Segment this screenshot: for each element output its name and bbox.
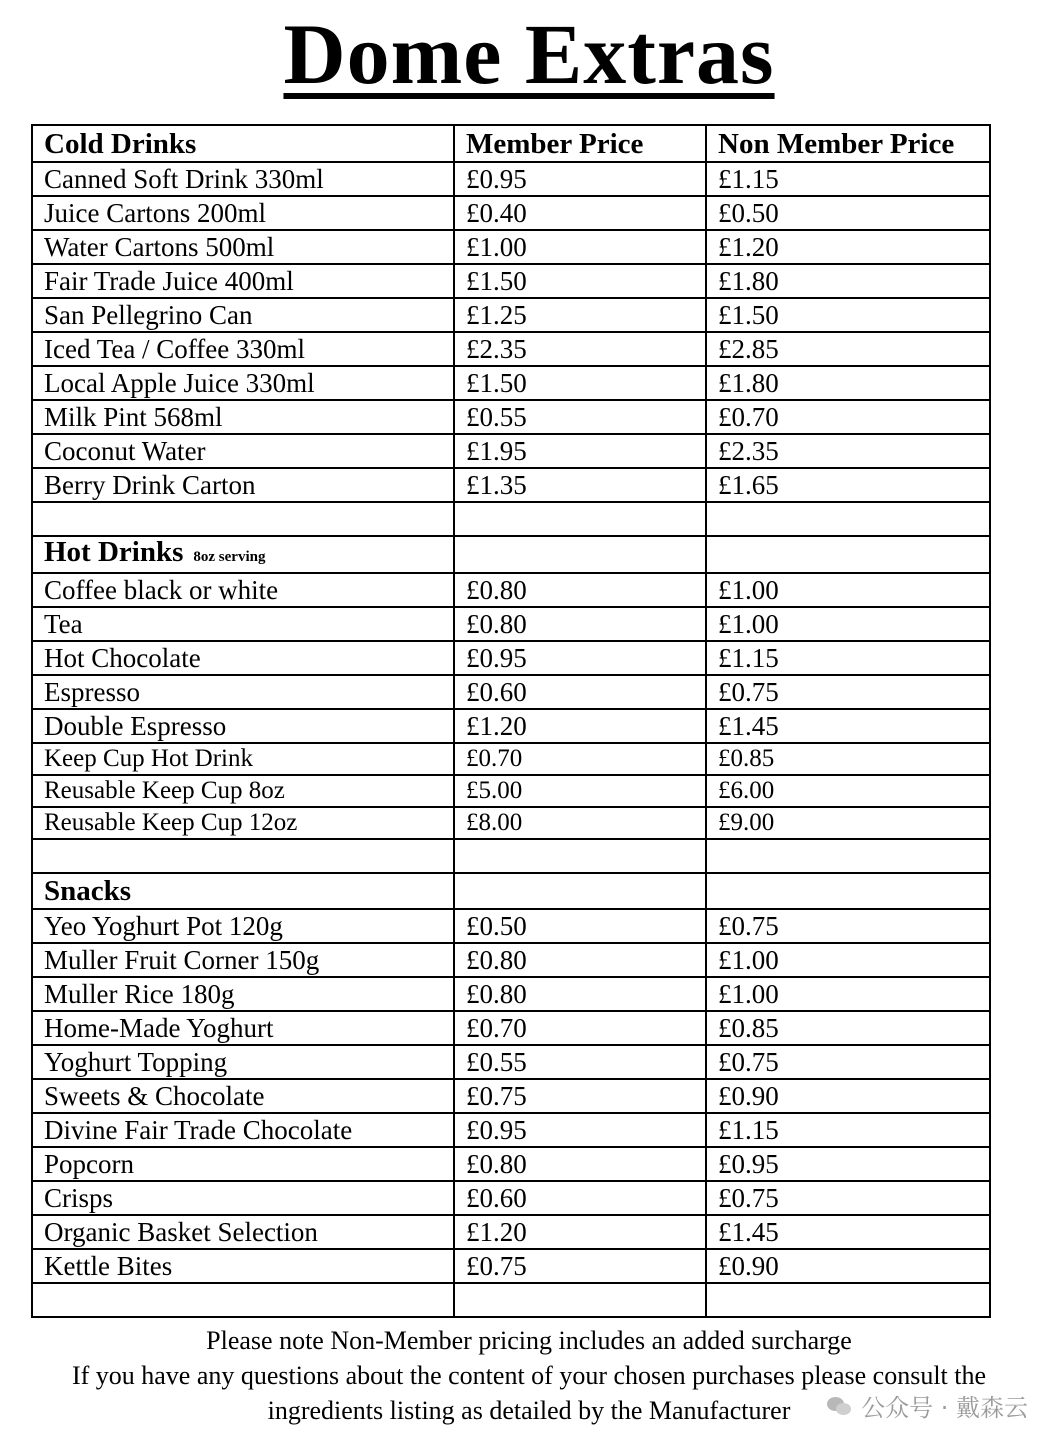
section-header-snacks bbox=[32, 873, 990, 909]
non-member-price-text: £0.85 bbox=[718, 1013, 779, 1043]
non-member-price-cell bbox=[706, 607, 990, 641]
item-cell bbox=[32, 775, 454, 807]
spacer-row bbox=[32, 1283, 990, 1317]
member-price-cell bbox=[454, 1215, 706, 1249]
non-member-price-cell bbox=[706, 641, 990, 675]
non-member-price-cell bbox=[706, 230, 990, 264]
menu-row bbox=[32, 607, 990, 641]
item-text: San Pellegrino Can bbox=[44, 300, 253, 330]
non-member-price-text: £1.15 bbox=[718, 1115, 779, 1145]
item-cell bbox=[32, 1147, 454, 1181]
menu-row bbox=[32, 807, 990, 839]
menu-row bbox=[32, 573, 990, 607]
menu-row bbox=[32, 675, 990, 709]
menu-row bbox=[32, 366, 990, 400]
item-text: Coconut Water bbox=[44, 436, 206, 466]
non-member-price-text: £1.65 bbox=[718, 470, 779, 500]
watermark: 公众号 · 戴森云 bbox=[827, 1388, 1028, 1423]
member-price-cell bbox=[454, 839, 706, 873]
menu-row bbox=[32, 1113, 990, 1147]
item-cell bbox=[32, 298, 454, 332]
item-text: Muller Rice 180g bbox=[44, 979, 235, 1009]
item-text: Keep Cup Hot Drink bbox=[44, 745, 253, 772]
member-price-text: £0.55 bbox=[466, 402, 527, 432]
member-price-text: £5.00 bbox=[466, 777, 523, 804]
item-text: Cold Drinks bbox=[44, 127, 197, 160]
item-cell bbox=[32, 230, 454, 264]
item-cell bbox=[32, 366, 454, 400]
item-cell bbox=[32, 709, 454, 743]
item-text: Water Cartons 500ml bbox=[44, 232, 275, 262]
member-price-cell bbox=[454, 298, 706, 332]
item-cell bbox=[32, 264, 454, 298]
menu-row bbox=[32, 709, 990, 743]
non-member-price-cell bbox=[706, 1181, 990, 1215]
item-cell bbox=[32, 807, 454, 839]
surcharge-note: Please note Non-Member pricing includes an added surcharge bbox=[206, 1326, 852, 1355]
item-cell bbox=[32, 1181, 454, 1215]
member-price-text: £0.95 bbox=[466, 164, 527, 194]
member-price-cell bbox=[454, 1283, 706, 1317]
non-member-price-text: £1.15 bbox=[718, 164, 779, 194]
item-text: Tea bbox=[44, 609, 83, 639]
item-text: Yoghurt Topping bbox=[44, 1047, 228, 1077]
menu-row bbox=[32, 1011, 990, 1045]
non-member-price-text: £0.70 bbox=[718, 402, 779, 432]
member-price-cell bbox=[454, 468, 706, 502]
member-price-cell bbox=[454, 434, 706, 468]
item-cell bbox=[32, 675, 454, 709]
item-cell bbox=[32, 502, 454, 536]
member-price-cell bbox=[454, 607, 706, 641]
member-price-text: £0.80 bbox=[466, 1149, 527, 1179]
item-cell bbox=[32, 641, 454, 675]
item-cell bbox=[32, 1113, 454, 1147]
member-price-text: £0.80 bbox=[466, 945, 527, 975]
non-member-price-text: £0.90 bbox=[718, 1251, 779, 1281]
member-price-cell bbox=[454, 807, 706, 839]
member-price-text: Member Price bbox=[466, 127, 644, 160]
non-member-price-text: £1.80 bbox=[718, 368, 779, 398]
wechat-icon bbox=[827, 1395, 853, 1417]
non-member-price-text: Non Member Price bbox=[718, 127, 955, 160]
member-price-cell bbox=[454, 400, 706, 434]
member-price-text: £0.95 bbox=[466, 1115, 527, 1145]
menu-row bbox=[32, 434, 990, 468]
item-cell bbox=[32, 839, 454, 873]
item-text: Reusable Keep Cup 12oz bbox=[44, 809, 298, 836]
item-text: Crisps bbox=[44, 1183, 114, 1213]
item-text: Espresso bbox=[44, 677, 140, 707]
member-price-text: £0.40 bbox=[466, 198, 527, 228]
item-cell bbox=[32, 943, 454, 977]
menu-row bbox=[32, 400, 990, 434]
item-text: Juice Cartons 200ml bbox=[44, 198, 266, 228]
item-text: Local Apple Juice 330ml bbox=[44, 368, 315, 398]
item-text: Hot Chocolate bbox=[44, 643, 201, 673]
non-member-price-text: £0.90 bbox=[718, 1081, 779, 1111]
item-cell bbox=[32, 196, 454, 230]
item-text: Muller Fruit Corner 150g bbox=[44, 945, 320, 975]
member-price-text: £0.50 bbox=[466, 911, 527, 941]
item-cell bbox=[32, 434, 454, 468]
item-cell bbox=[32, 743, 454, 775]
menu-row bbox=[32, 264, 990, 298]
non-member-price-cell bbox=[706, 125, 990, 162]
member-price-cell bbox=[454, 1181, 706, 1215]
item-text: Coffee black or white bbox=[44, 575, 279, 605]
member-price-text: £0.80 bbox=[466, 575, 527, 605]
menu-row bbox=[32, 196, 990, 230]
member-price-text: £0.55 bbox=[466, 1047, 527, 1077]
non-member-price-text: £1.15 bbox=[718, 643, 779, 673]
item-text: Sweets & Chocolate bbox=[44, 1081, 265, 1111]
non-member-price-text: £0.75 bbox=[718, 911, 779, 941]
member-price-text: £0.80 bbox=[466, 609, 527, 639]
non-member-price-cell bbox=[706, 977, 990, 1011]
member-price-text: £1.50 bbox=[466, 368, 527, 398]
member-price-cell bbox=[454, 641, 706, 675]
member-price-cell bbox=[454, 332, 706, 366]
member-price-text: £0.95 bbox=[466, 643, 527, 673]
non-member-price-cell bbox=[706, 675, 990, 709]
page-title: Dome Extras bbox=[283, 6, 775, 102]
price-table bbox=[31, 124, 991, 1318]
item-cell bbox=[32, 1283, 454, 1317]
non-member-price-cell bbox=[706, 1147, 990, 1181]
header-row bbox=[32, 125, 990, 162]
non-member-price-text: £0.75 bbox=[718, 1047, 779, 1077]
non-member-price-cell bbox=[706, 366, 990, 400]
menu-row bbox=[32, 230, 990, 264]
non-member-price-cell bbox=[706, 162, 990, 196]
item-cell bbox=[32, 573, 454, 607]
item-cell bbox=[32, 909, 454, 943]
non-member-price-text: £1.20 bbox=[718, 232, 779, 262]
non-member-price-text: £0.50 bbox=[718, 198, 779, 228]
spacer-row bbox=[32, 502, 990, 536]
member-price-cell bbox=[454, 709, 706, 743]
member-price-text: £1.20 bbox=[466, 1217, 527, 1247]
member-price-text: £0.80 bbox=[466, 979, 527, 1009]
item-cell bbox=[32, 400, 454, 434]
menu-row bbox=[32, 468, 990, 502]
non-member-price-text: £0.85 bbox=[718, 745, 775, 772]
non-member-price-text: £2.35 bbox=[718, 436, 779, 466]
menu-row bbox=[32, 298, 990, 332]
item-text: Milk Pint 568ml bbox=[44, 402, 223, 432]
menu-row bbox=[32, 1215, 990, 1249]
member-price-cell bbox=[454, 977, 706, 1011]
member-price-text: £0.75 bbox=[466, 1081, 527, 1111]
menu-row bbox=[32, 743, 990, 775]
non-member-price-cell bbox=[706, 1045, 990, 1079]
menu-row bbox=[32, 332, 990, 366]
member-price-text: £1.25 bbox=[466, 300, 527, 330]
member-price-cell bbox=[454, 366, 706, 400]
non-member-price-cell bbox=[706, 1079, 990, 1113]
member-price-text: £1.00 bbox=[466, 232, 527, 262]
member-price-text: £1.95 bbox=[466, 436, 527, 466]
item-cell bbox=[32, 607, 454, 641]
non-member-price-cell bbox=[706, 709, 990, 743]
non-member-price-text: £1.45 bbox=[718, 711, 779, 741]
item-cell bbox=[32, 873, 454, 909]
member-price-cell bbox=[454, 1147, 706, 1181]
item-cell bbox=[32, 1045, 454, 1079]
ingredients-note-line1: If you have any questions about the content of your chosen purchases please consult the bbox=[71, 1361, 987, 1390]
item-text: Berry Drink Carton bbox=[44, 470, 256, 500]
member-price-text: £1.35 bbox=[466, 470, 527, 500]
item-cell bbox=[32, 1249, 454, 1283]
member-price-cell bbox=[454, 873, 706, 909]
non-member-price-text: £1.00 bbox=[718, 979, 779, 1009]
item-cell bbox=[32, 1215, 454, 1249]
menu-row bbox=[32, 1045, 990, 1079]
item-text: Iced Tea / Coffee 330ml bbox=[44, 334, 306, 364]
member-price-cell bbox=[454, 1011, 706, 1045]
item-text: Divine Fair Trade Chocolate bbox=[44, 1115, 353, 1145]
spacer-row bbox=[32, 839, 990, 873]
non-member-price-cell bbox=[706, 196, 990, 230]
non-member-price-text: £0.75 bbox=[718, 1183, 779, 1213]
member-price-cell bbox=[454, 264, 706, 298]
non-member-price-text: £9.00 bbox=[718, 809, 775, 836]
non-member-price-cell bbox=[706, 807, 990, 839]
non-member-price-cell bbox=[706, 943, 990, 977]
non-member-price-text: £6.00 bbox=[718, 777, 775, 804]
non-member-price-text: £0.95 bbox=[718, 1149, 779, 1179]
non-member-price-cell bbox=[706, 1283, 990, 1317]
member-price-cell bbox=[454, 743, 706, 775]
non-member-price-cell bbox=[706, 1113, 990, 1147]
ingredients-note-line2: ingredients listing as detailed by the Manufacturer bbox=[267, 1396, 791, 1425]
member-price-cell bbox=[454, 502, 706, 536]
item-cell bbox=[32, 162, 454, 196]
non-member-price-text: £2.85 bbox=[718, 334, 779, 364]
member-price-cell bbox=[454, 125, 706, 162]
non-member-price-text: £1.00 bbox=[718, 575, 779, 605]
menu-row bbox=[32, 1147, 990, 1181]
non-member-price-cell bbox=[706, 909, 990, 943]
non-member-price-cell bbox=[706, 1011, 990, 1045]
item-cell bbox=[32, 536, 454, 573]
menu-row bbox=[32, 1079, 990, 1113]
serving-note: 8oz serving bbox=[193, 549, 266, 565]
non-member-price-cell bbox=[706, 1249, 990, 1283]
menu-row bbox=[32, 1181, 990, 1215]
non-member-price-cell bbox=[706, 502, 990, 536]
non-member-price-text: £1.00 bbox=[718, 945, 779, 975]
member-price-text: £0.70 bbox=[466, 1013, 527, 1043]
menu-row bbox=[32, 775, 990, 807]
member-price-text: £0.60 bbox=[466, 677, 527, 707]
member-price-cell bbox=[454, 909, 706, 943]
item-text: Reusable Keep Cup 8oz bbox=[44, 777, 285, 804]
non-member-price-text: £1.80 bbox=[718, 266, 779, 296]
menu-row bbox=[32, 909, 990, 943]
menu-row bbox=[32, 977, 990, 1011]
non-member-price-cell bbox=[706, 298, 990, 332]
non-member-price-cell bbox=[706, 434, 990, 468]
menu-row bbox=[32, 943, 990, 977]
item-cell bbox=[32, 468, 454, 502]
member-price-text: £0.70 bbox=[466, 745, 523, 772]
item-text: Snacks bbox=[44, 875, 132, 907]
member-price-text: £0.60 bbox=[466, 1183, 527, 1213]
non-member-price-cell bbox=[706, 873, 990, 909]
item-cell bbox=[32, 332, 454, 366]
non-member-price-cell bbox=[706, 743, 990, 775]
non-member-price-cell bbox=[706, 573, 990, 607]
menu-row bbox=[32, 1249, 990, 1283]
member-price-text: £2.35 bbox=[466, 334, 527, 364]
member-price-text: £1.50 bbox=[466, 266, 527, 296]
member-price-cell bbox=[454, 196, 706, 230]
member-price-cell bbox=[454, 775, 706, 807]
non-member-price-cell bbox=[706, 536, 990, 573]
item-text: Home-Made Yoghurt bbox=[44, 1013, 274, 1043]
non-member-price-text: £1.00 bbox=[718, 609, 779, 639]
menu-row bbox=[32, 162, 990, 196]
member-price-cell bbox=[454, 573, 706, 607]
non-member-price-cell bbox=[706, 468, 990, 502]
section-header-hot-drinks bbox=[32, 536, 990, 573]
non-member-price-text: £0.75 bbox=[718, 677, 779, 707]
item-cell bbox=[32, 1011, 454, 1045]
item-text: Fair Trade Juice 400ml bbox=[44, 266, 294, 296]
item-text: Kettle Bites bbox=[44, 1251, 173, 1281]
non-member-price-cell bbox=[706, 400, 990, 434]
member-price-cell bbox=[454, 1249, 706, 1283]
member-price-cell bbox=[454, 230, 706, 264]
item-text: Hot Drinks bbox=[44, 536, 184, 568]
non-member-price-cell bbox=[706, 332, 990, 366]
item-text: Yeo Yoghurt Pot 120g bbox=[44, 911, 283, 941]
member-price-cell bbox=[454, 536, 706, 573]
non-member-price-text: £1.45 bbox=[718, 1217, 779, 1247]
member-price-cell bbox=[454, 943, 706, 977]
member-price-text: £8.00 bbox=[466, 809, 523, 836]
member-price-cell bbox=[454, 675, 706, 709]
item-text: Organic Basket Selection bbox=[44, 1217, 318, 1247]
item-text: Double Espresso bbox=[44, 711, 227, 741]
item-cell bbox=[32, 125, 454, 162]
non-member-price-cell bbox=[706, 839, 990, 873]
item-cell bbox=[32, 977, 454, 1011]
member-price-cell bbox=[454, 1045, 706, 1079]
menu-row bbox=[32, 641, 990, 675]
non-member-price-cell bbox=[706, 264, 990, 298]
member-price-text: £0.75 bbox=[466, 1251, 527, 1281]
item-text: Canned Soft Drink 330ml bbox=[44, 164, 324, 194]
non-member-price-cell bbox=[706, 1215, 990, 1249]
item-text: Popcorn bbox=[44, 1149, 134, 1179]
member-price-cell bbox=[454, 1079, 706, 1113]
non-member-price-cell bbox=[706, 775, 990, 807]
member-price-cell bbox=[454, 1113, 706, 1147]
member-price-cell bbox=[454, 162, 706, 196]
item-cell bbox=[32, 1079, 454, 1113]
non-member-price-text: £1.50 bbox=[718, 300, 779, 330]
member-price-text: £1.20 bbox=[466, 711, 527, 741]
